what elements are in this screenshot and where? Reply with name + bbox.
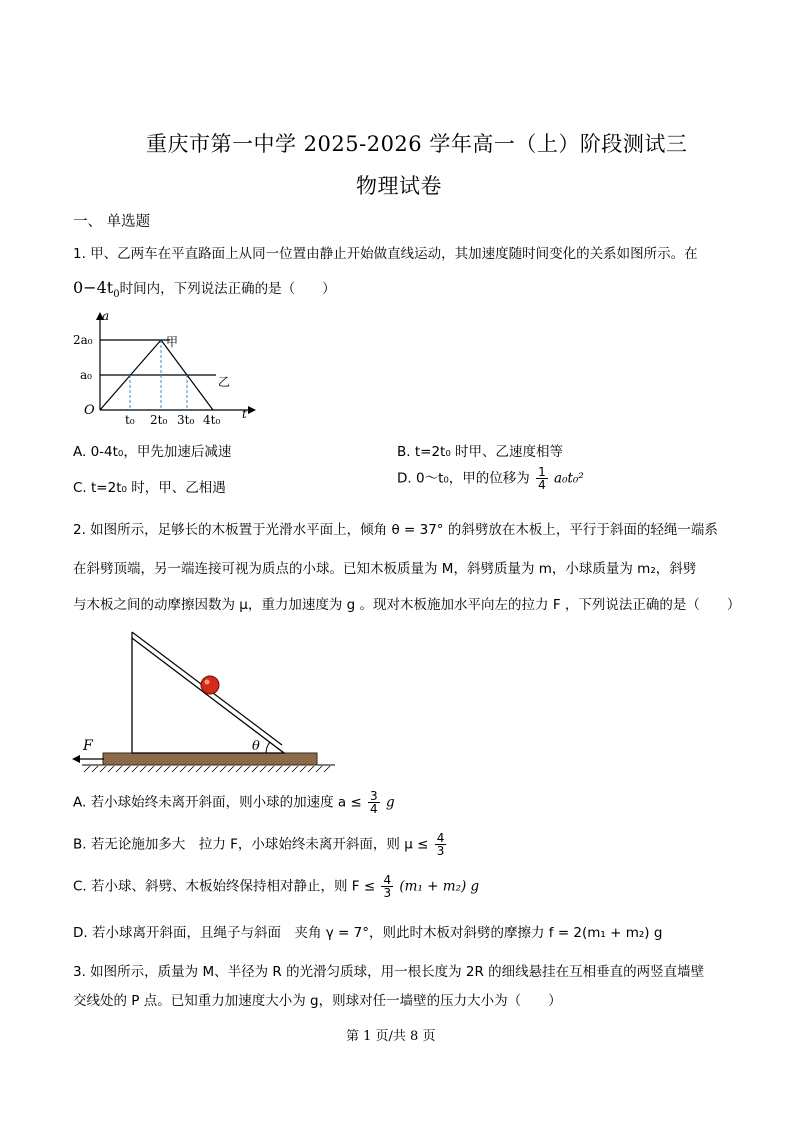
q1-graph-ytick-a0: a₀ [80, 368, 92, 382]
q1-option-c: C. t=2t₀ 时，甲、乙相遇 [73, 480, 226, 496]
q3-stem-line2: 交线处的 P 点。已知重力加速度大小为 g，则球对任一墙壁的压力大小为（ ） [73, 993, 562, 1009]
q2-force-label: F [83, 738, 93, 754]
q1-graph-xtick-4t0: 4t₀ [203, 413, 221, 427]
exam-title: 重庆市第一中学 2025-2026 学年高一（上）阶段测试三 [146, 132, 688, 156]
q2-option-c-fraction: $\frac{4}{3}$ [383, 873, 392, 900]
q2-stem-line2: 在斜劈顶端，另一端连接可视为质点的小球。已知木板质量为 M，斜劈质量为 m，小球质量为 m₂，斜劈 [73, 561, 697, 577]
q2-incline-figure [70, 622, 345, 780]
q2-angle-label: θ [252, 739, 260, 754]
q1-graph-y-label: a [102, 309, 110, 323]
q1-graph-xtick-2t0: 2t₀ [150, 413, 168, 427]
q1-stem-line1: 1. 甲、乙两车在平直路面上从同一位置由静止开始做直线运动，其加速度随时间变化的关系如图所示。在 [73, 246, 698, 262]
q2-option-a: A. 若小球始终未离开斜面，则小球的加速度 a ≤ $\frac{3}{4}$ g [73, 789, 395, 816]
page-footer: 第 1 页/共 8 页 [346, 1029, 436, 1044]
q2-option-c: C. 若小球、斜劈、木板始终保持相对静止，则 F ≤ $\frac{4}{3}$ (m₁ + m₂) g [73, 873, 480, 900]
q2-option-b-fraction: $\frac{4}{3}$ [436, 831, 445, 858]
q1-acceleration-graph [70, 308, 260, 428]
q1-graph-ytick-2a0: 2a₀ [73, 333, 93, 347]
q1-option-a: A. 0-4t₀，甲先加速后减速 [73, 444, 232, 460]
q1-option-d-fraction: $\frac{1}{4}$ [538, 465, 546, 492]
q1-option-d: D. 0～t₀，甲的位移为 $\frac{1}{4}$ a₀t₀² [397, 465, 584, 492]
q1-option-b: B. t=2t₀ 时甲、乙速度相等 [397, 444, 564, 460]
q1-graph-label-jia: 甲 [166, 335, 179, 349]
q2-option-b: B. 若无论施加多大 拉力 F，小球始终未离开斜面，则 μ ≤ $\frac{4}{3}$ [73, 831, 445, 858]
q2-option-a-fraction: $\frac{3}{4}$ [370, 789, 378, 816]
q1-graph-origin: O [84, 403, 95, 418]
section-heading: 一、 单选题 [73, 214, 151, 230]
q2-option-d: D. 若小球离开斜面，且绳子与斜面 夹角 γ = 7°，则此时木板对斜劈的摩擦力 f = 2(m₁ + m₂) g [73, 925, 663, 941]
q1-graph-label-yi: 乙 [218, 375, 231, 389]
q1-graph-xtick-t0: t₀ [125, 413, 135, 427]
exam-subtitle: 物理试卷 [356, 174, 442, 198]
q1-graph-x-label: t [242, 407, 247, 421]
q3-stem-line1: 3. 如图所示，质量为 M、半径为 R 的光滑匀质球，用一根长度为 2R 的细线悬挂在互相垂直的两竖直墙壁 [73, 964, 705, 980]
q1-stem-line2: $0-4t_0$时间内，下列说法正确的是（ ） [73, 278, 336, 301]
q2-stem-line3: 与木板之间的动摩擦因数为 μ，重力加速度为 g 。现对木板施加水平向左的拉力 F ，下列说法正确的是（ ） [73, 597, 741, 613]
q1-range: $0-4t_0$ [73, 278, 120, 301]
q1-graph-xtick-3t0: 3t₀ [177, 413, 195, 427]
q2-stem-line1: 2. 如图所示，足够长的木板置于光滑水平面上，倾角 θ = 37° 的斜劈放在木板上，平行于斜面的轻绳一端系 [73, 522, 718, 538]
